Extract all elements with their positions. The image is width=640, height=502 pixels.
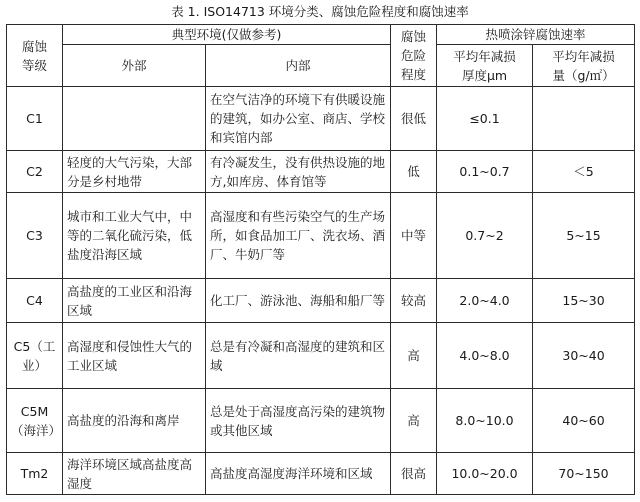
cell-risk: 较高 xyxy=(391,279,437,323)
cell-grade: C3 xyxy=(7,193,63,279)
table-row xyxy=(7,389,635,453)
cell-outside: 高湿度和侵蚀性大气的工业区域 xyxy=(63,323,206,389)
cell-inside: 总是处于高湿度高污染的建筑物或其他区域 xyxy=(206,389,391,453)
header-grade: 腐蚀 等级 xyxy=(7,25,63,87)
cell-mass: 5~15 xyxy=(533,193,635,279)
cell-grade: C4 xyxy=(7,279,63,323)
header-rate-group: 热喷涂锌腐蚀速率 xyxy=(437,25,635,45)
table-row xyxy=(7,193,635,279)
cell-thickness: 4.0~8.0 xyxy=(437,323,533,389)
cell-risk: 高 xyxy=(391,323,437,389)
table-title: 表 1. ISO14713 环境分类、腐蚀危险程度和腐蚀速率 xyxy=(171,4,469,19)
cell-outside: 高盐度的工业区和沿海区域 xyxy=(63,279,206,323)
cell-inside: 在空气洁净的环境下有供暖设施的建筑，如办公室、商店、学校和宾馆内部 xyxy=(206,87,391,151)
cell-risk: 很低 xyxy=(391,87,437,151)
table-row xyxy=(7,323,635,389)
cell-inside: 有冷凝发生，没有供热设施的地方,如库房、体育馆等 xyxy=(206,151,391,193)
header-mass: 平均年减损 量（g/㎡） xyxy=(533,45,635,87)
cell-thickness: 10.0~20.0 xyxy=(437,453,533,495)
cell-mass: 15~30 xyxy=(533,279,635,323)
cell-outside: 城市和工业大气中，中等的二氧化硫污染，低盐度沿海区域 xyxy=(63,193,206,279)
cell-inside: 总是有冷凝和高湿度的建筑和区域 xyxy=(206,323,391,389)
table-row xyxy=(7,151,635,193)
cell-risk: 低 xyxy=(391,151,437,193)
header-inside: 内部 xyxy=(206,45,391,87)
header-outside: 外部 xyxy=(63,45,206,87)
cell-grade: C1 xyxy=(7,87,63,151)
cell-thickness: ≤0.1 xyxy=(437,87,533,151)
table-row xyxy=(7,87,635,151)
cell-outside xyxy=(63,87,206,151)
cell-thickness: 0.1~0.7 xyxy=(437,151,533,193)
header-typical-env: 典型环境(仅做参考) xyxy=(63,25,391,45)
header-risk: 腐蚀 危险 程度 xyxy=(391,25,437,87)
cell-mass: 40~60 xyxy=(533,389,635,453)
cell-inside: 化工厂、游泳池、海船和船厂等 xyxy=(206,279,391,323)
cell-grade: Tm2 xyxy=(7,453,63,495)
corrosion-table xyxy=(6,24,635,495)
cell-inside: 高盐度高湿度海洋环境和区域 xyxy=(206,453,391,495)
cell-thickness: 2.0~4.0 xyxy=(437,279,533,323)
cell-thickness: 0.7~2 xyxy=(437,193,533,279)
cell-mass: ＜5 xyxy=(533,151,635,193)
cell-mass xyxy=(533,87,635,151)
cell-inside: 高湿度和有些污染空气的生产场所，如食品加工厂、洗衣场、酒厂、牛奶厂等 xyxy=(206,193,391,279)
table-row xyxy=(7,279,635,323)
cell-outside: 高盐度的沿海和离岸 xyxy=(63,389,206,453)
cell-risk: 高 xyxy=(391,389,437,453)
cell-risk: 中等 xyxy=(391,193,437,279)
cell-grade: C5（工业） xyxy=(7,323,63,389)
table-row xyxy=(7,453,635,495)
cell-mass: 70~150 xyxy=(533,453,635,495)
cell-outside: 轻度的大气污染，大部分是乡村地带 xyxy=(63,151,206,193)
cell-risk: 很高 xyxy=(391,453,437,495)
cell-thickness: 8.0~10.0 xyxy=(437,389,533,453)
header-thickness: 平均年减损 厚度μm xyxy=(437,45,533,87)
cell-outside: 海洋环境区域高盐度高湿度 xyxy=(63,453,206,495)
cell-mass: 30~40 xyxy=(533,323,635,389)
cell-grade: C2 xyxy=(7,151,63,193)
cell-grade: C5M（海洋） xyxy=(7,389,63,453)
